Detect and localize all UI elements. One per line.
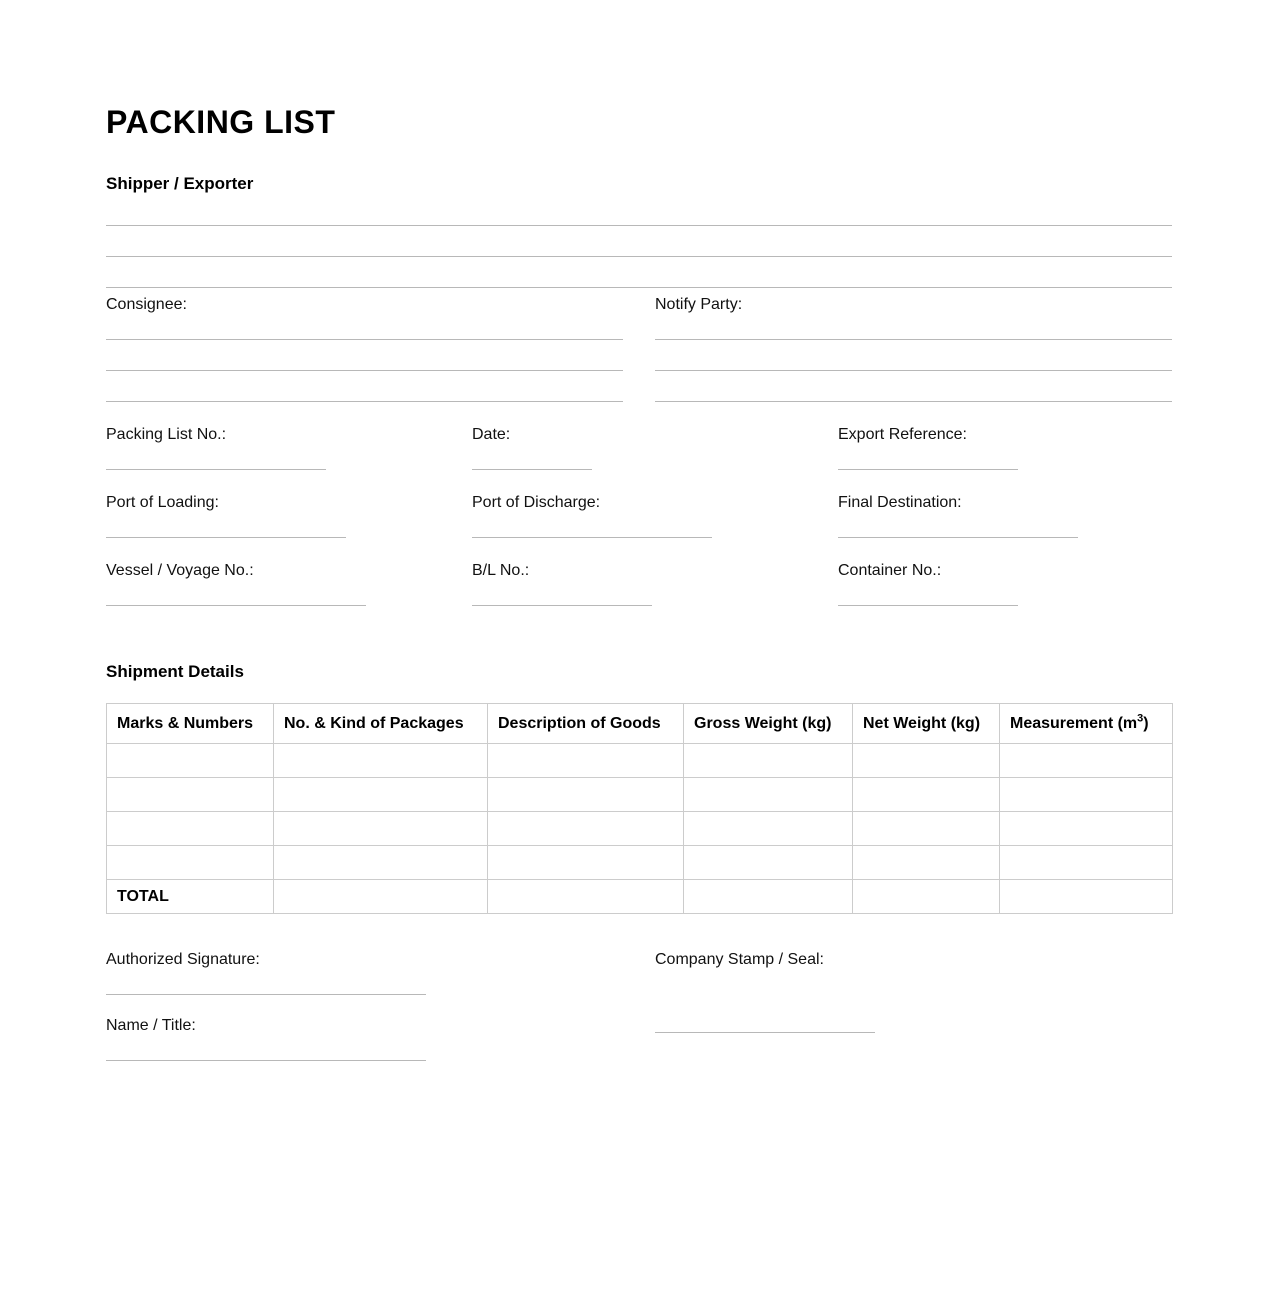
consignee-line-2[interactable] — [106, 370, 623, 371]
date-label: Date: — [472, 426, 511, 443]
table-cell[interactable] — [488, 846, 684, 880]
column-header-gross-weight: Gross Weight (kg) — [684, 704, 853, 744]
total-net-weight-cell[interactable] — [853, 880, 1000, 914]
port-of-discharge-label: Port of Discharge: — [472, 494, 601, 511]
column-header-packages: No. & Kind of Packages — [274, 704, 488, 744]
table-cell[interactable] — [1000, 778, 1173, 812]
table-cell[interactable] — [684, 846, 853, 880]
total-row — [107, 880, 1173, 914]
measurement-close-paren: ) — [1143, 714, 1149, 732]
total-gross-weight-cell[interactable] — [684, 880, 853, 914]
packing-list-no-field[interactable] — [106, 469, 326, 470]
table-cell[interactable] — [488, 812, 684, 846]
authorized-signature-label: Authorized Signature: — [106, 951, 260, 968]
shipper-heading: Shipper / Exporter — [106, 174, 254, 193]
table-cell[interactable] — [107, 846, 274, 880]
shipper-line-1[interactable] — [106, 225, 1172, 226]
consignee-line-3[interactable] — [106, 401, 623, 402]
total-label: TOTAL — [107, 880, 274, 914]
company-stamp-label: Company Stamp / Seal: — [655, 951, 824, 968]
notify-party-line-1[interactable] — [655, 339, 1172, 340]
total-packages-cell[interactable] — [274, 880, 488, 914]
table-cell[interactable] — [274, 778, 488, 812]
table-cell[interactable] — [107, 812, 274, 846]
table-cell[interactable] — [274, 812, 488, 846]
vessel-voyage-no-label: Vessel / Voyage No.: — [106, 562, 254, 579]
shipper-line-2[interactable] — [106, 256, 1172, 257]
table-cell[interactable] — [1000, 744, 1173, 778]
shipment-details-heading: Shipment Details — [106, 662, 244, 681]
table-cell[interactable] — [488, 744, 684, 778]
final-destination-field[interactable] — [838, 537, 1078, 538]
port-of-loading-label: Port of Loading: — [106, 494, 219, 511]
column-header-measurement — [1000, 704, 1173, 744]
container-no-label: Container No.: — [838, 562, 942, 579]
table-cell[interactable] — [684, 744, 853, 778]
table-row — [107, 778, 1173, 812]
shipment-table — [106, 703, 1173, 914]
packing-list-no-label: Packing List No.: — [106, 426, 227, 443]
table-cell[interactable] — [684, 778, 853, 812]
notify-party-line-2[interactable] — [655, 370, 1172, 371]
table-cell[interactable] — [107, 778, 274, 812]
export-reference-field[interactable] — [838, 469, 1018, 470]
table-cell[interactable] — [1000, 846, 1173, 880]
table-row — [107, 846, 1173, 880]
authorized-signature-field[interactable] — [106, 994, 426, 995]
table-row — [107, 744, 1173, 778]
table-cell[interactable] — [853, 846, 1000, 880]
total-description-cell[interactable] — [488, 880, 684, 914]
table-cell[interactable] — [107, 744, 274, 778]
table-header-row — [107, 704, 1173, 744]
consignee-line-1[interactable] — [106, 339, 623, 340]
document-title: PACKING LIST — [106, 104, 336, 140]
shipper-line-3[interactable] — [106, 287, 1172, 288]
table-row — [107, 812, 1173, 846]
table-cell[interactable] — [684, 812, 853, 846]
column-header-net-weight: Net Weight (kg) — [853, 704, 1000, 744]
total-measurement-cell[interactable] — [1000, 880, 1173, 914]
consignee-label: Consignee: — [106, 296, 187, 313]
notify-party-label: Notify Party: — [655, 296, 743, 313]
final-destination-label: Final Destination: — [838, 494, 962, 511]
container-no-field[interactable] — [838, 605, 1018, 606]
measurement-label: Measurement (m — [1010, 714, 1138, 732]
bl-no-field[interactable] — [472, 605, 652, 606]
notify-party-line-3[interactable] — [655, 401, 1172, 402]
table-cell[interactable] — [274, 846, 488, 880]
name-title-field[interactable] — [106, 1060, 426, 1061]
name-title-label: Name / Title: — [106, 1017, 196, 1034]
table-cell[interactable] — [853, 744, 1000, 778]
table-cell[interactable] — [488, 778, 684, 812]
measurement-superscript: 3 — [1137, 712, 1144, 725]
column-header-description: Description of Goods — [488, 704, 684, 744]
company-stamp-field[interactable] — [655, 1032, 875, 1033]
column-header-marks-numbers: Marks & Numbers — [107, 704, 274, 744]
date-field[interactable] — [472, 469, 592, 470]
table-cell[interactable] — [853, 778, 1000, 812]
port-of-discharge-field[interactable] — [472, 537, 712, 538]
bl-no-label: B/L No.: — [472, 562, 530, 579]
table-cell[interactable] — [274, 744, 488, 778]
table-cell[interactable] — [853, 812, 1000, 846]
table-cell[interactable] — [1000, 812, 1173, 846]
port-of-loading-field[interactable] — [106, 537, 346, 538]
export-reference-label: Export Reference: — [838, 426, 967, 443]
vessel-voyage-no-field[interactable] — [106, 605, 366, 606]
